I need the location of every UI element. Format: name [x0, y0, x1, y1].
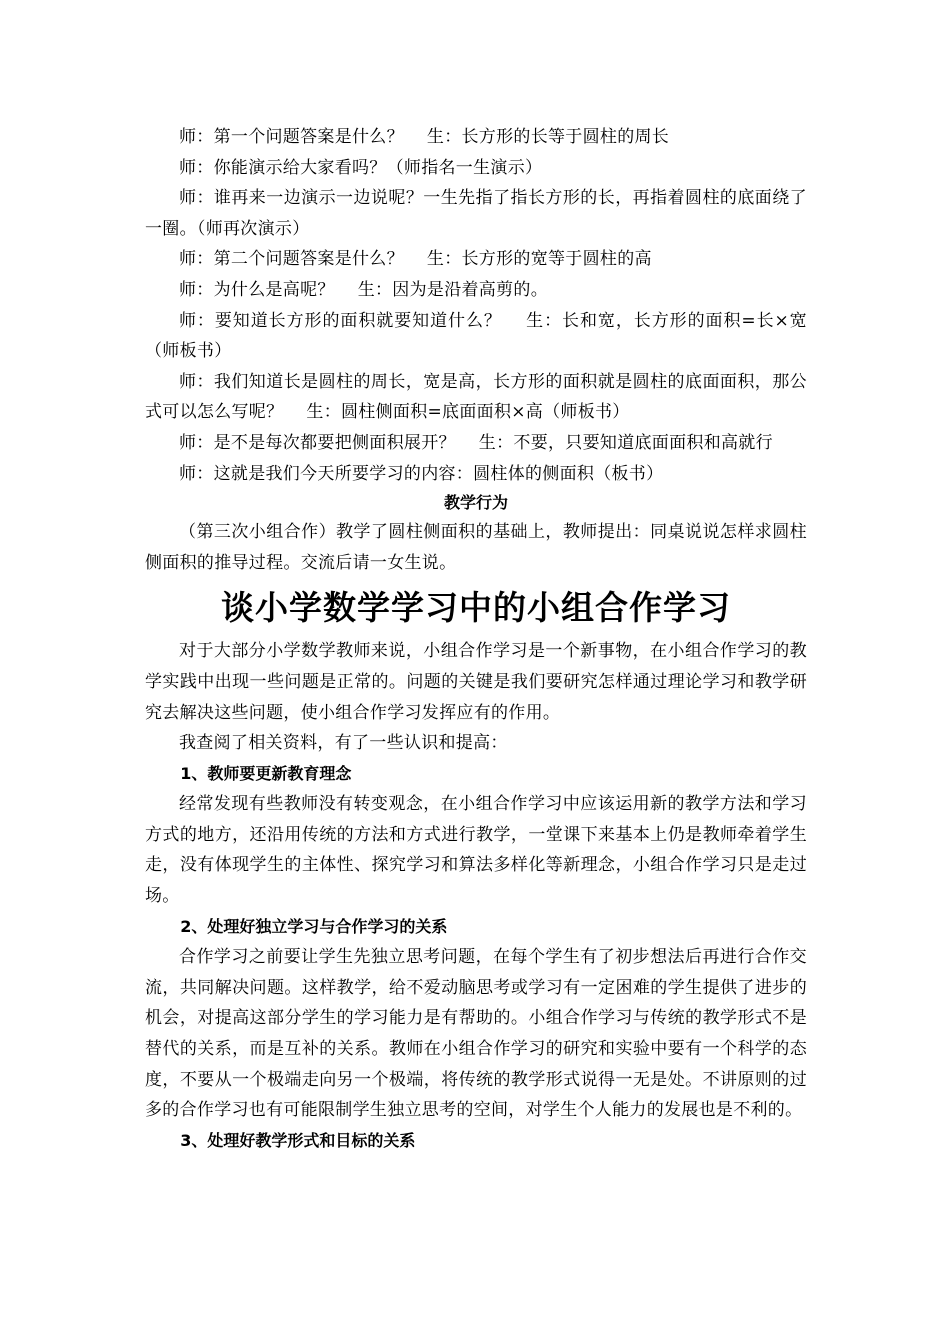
- document-page: [145, 122, 807, 1156]
- dialogue-line-3: 师：谁再来一边演示一边说呢？一生先指了指长方形的长，再指着圆柱的底面绕了一圈。（师再次演示）: [145, 188, 807, 239]
- dialogue-line-4: 师：第二个问题答案是什么？ 生：长方形的宽等于圆柱的高: [179, 249, 652, 270]
- paragraph-2: 合作学习之前要让学生先独立思考问题，在每个学生有了初步想法后再进行合作交流，共同解决问题。这样教学，给不爱动脑思考或学习有一定困难的学生提供了进步的机会，对提高这部分学生的学习能力是有帮助的。小组合作学习与传统的教学形式不是替代的关系，而是互补的关系。教师在小组合作学习的研究和实验中要有一个科学的态度，不要从一个极端走向另一个极端，将传统的教学形式说得一无是处。不讲原则的过多的合作学习也有可能限制学生独立思考的空间，对学生个人能力的发展也是不利的。: [145, 947, 807, 1121]
- dialogue-line-9: 师：这就是我们今天所要学习的内容：圆柱体的侧面积（板书）: [179, 463, 664, 484]
- intro-paragraph-2: 我查阅了相关资料，有了一些认识和提高：: [179, 733, 508, 754]
- article-title: 谈小学数学学习中的小组合作学习: [221, 588, 731, 628]
- section-label: 教学行为: [443, 493, 508, 513]
- dialogue-line-8: 师：是不是每次都要把侧面积展开？ 生：不要，只要知道底面面积和高就行: [179, 432, 773, 453]
- dialogue-line-2: 师：你能演示给大家看吗？（师指名一生演示）: [179, 157, 543, 178]
- dialogue-line-7: 师：我们知道长是圆柱的周长，宽是高，长方形的面积就是圆柱的底面面积，那公式可以怎么写呢？ 生：圆柱侧面积=底面面积×高（师板书）: [145, 371, 807, 423]
- dialogue-line-1: 师：第一个问题答案是什么？ 生：长方形的长等于圆柱的周长: [179, 127, 670, 147]
- section-text: （第三次小组合作）教学了圆柱侧面积的基础上，教师提出：同桌说说怎样求圆柱侧面积的推导过程。交流后请一女生说。: [145, 522, 807, 573]
- heading-2: 2、处理好独立学习与合作学习的关系: [180, 916, 448, 936]
- heading-1: 1、教师要更新教育理念: [180, 763, 352, 783]
- heading-3: 3、处理好教学形式和目标的关系: [180, 1130, 416, 1150]
- paragraph-1: 经常发现有些教师没有转变观念，在小组合作学习中应该运用新的教学方法和学习方式的地方，还沿用传统的方法和方式进行教学，一堂课下来基本上仍是教师牵着学生走，没有体现学生的主体性、探究学习和算法多样化等新理念，小组合作学习只是走过场。: [145, 794, 807, 907]
- dialogue-line-5: 师：为什么是高呢？ 生：因为是沿着高剪的。: [179, 279, 549, 300]
- intro-paragraph-1: 对于大部分小学数学教师来说，小组合作学习是一个新事物，在小组合作学习的教学实践中出现一些问题是正常的。问题的关键是我们要研究怎样通过理论学习和教学研究去解决这些问题，使小组合作学习发挥应有的作用。: [145, 641, 807, 723]
- dialogue-line-6: 师：要知道长方形的面积就要知道什么？ 生：长和宽，长方形的面积=长×宽（师板书）: [145, 310, 807, 362]
